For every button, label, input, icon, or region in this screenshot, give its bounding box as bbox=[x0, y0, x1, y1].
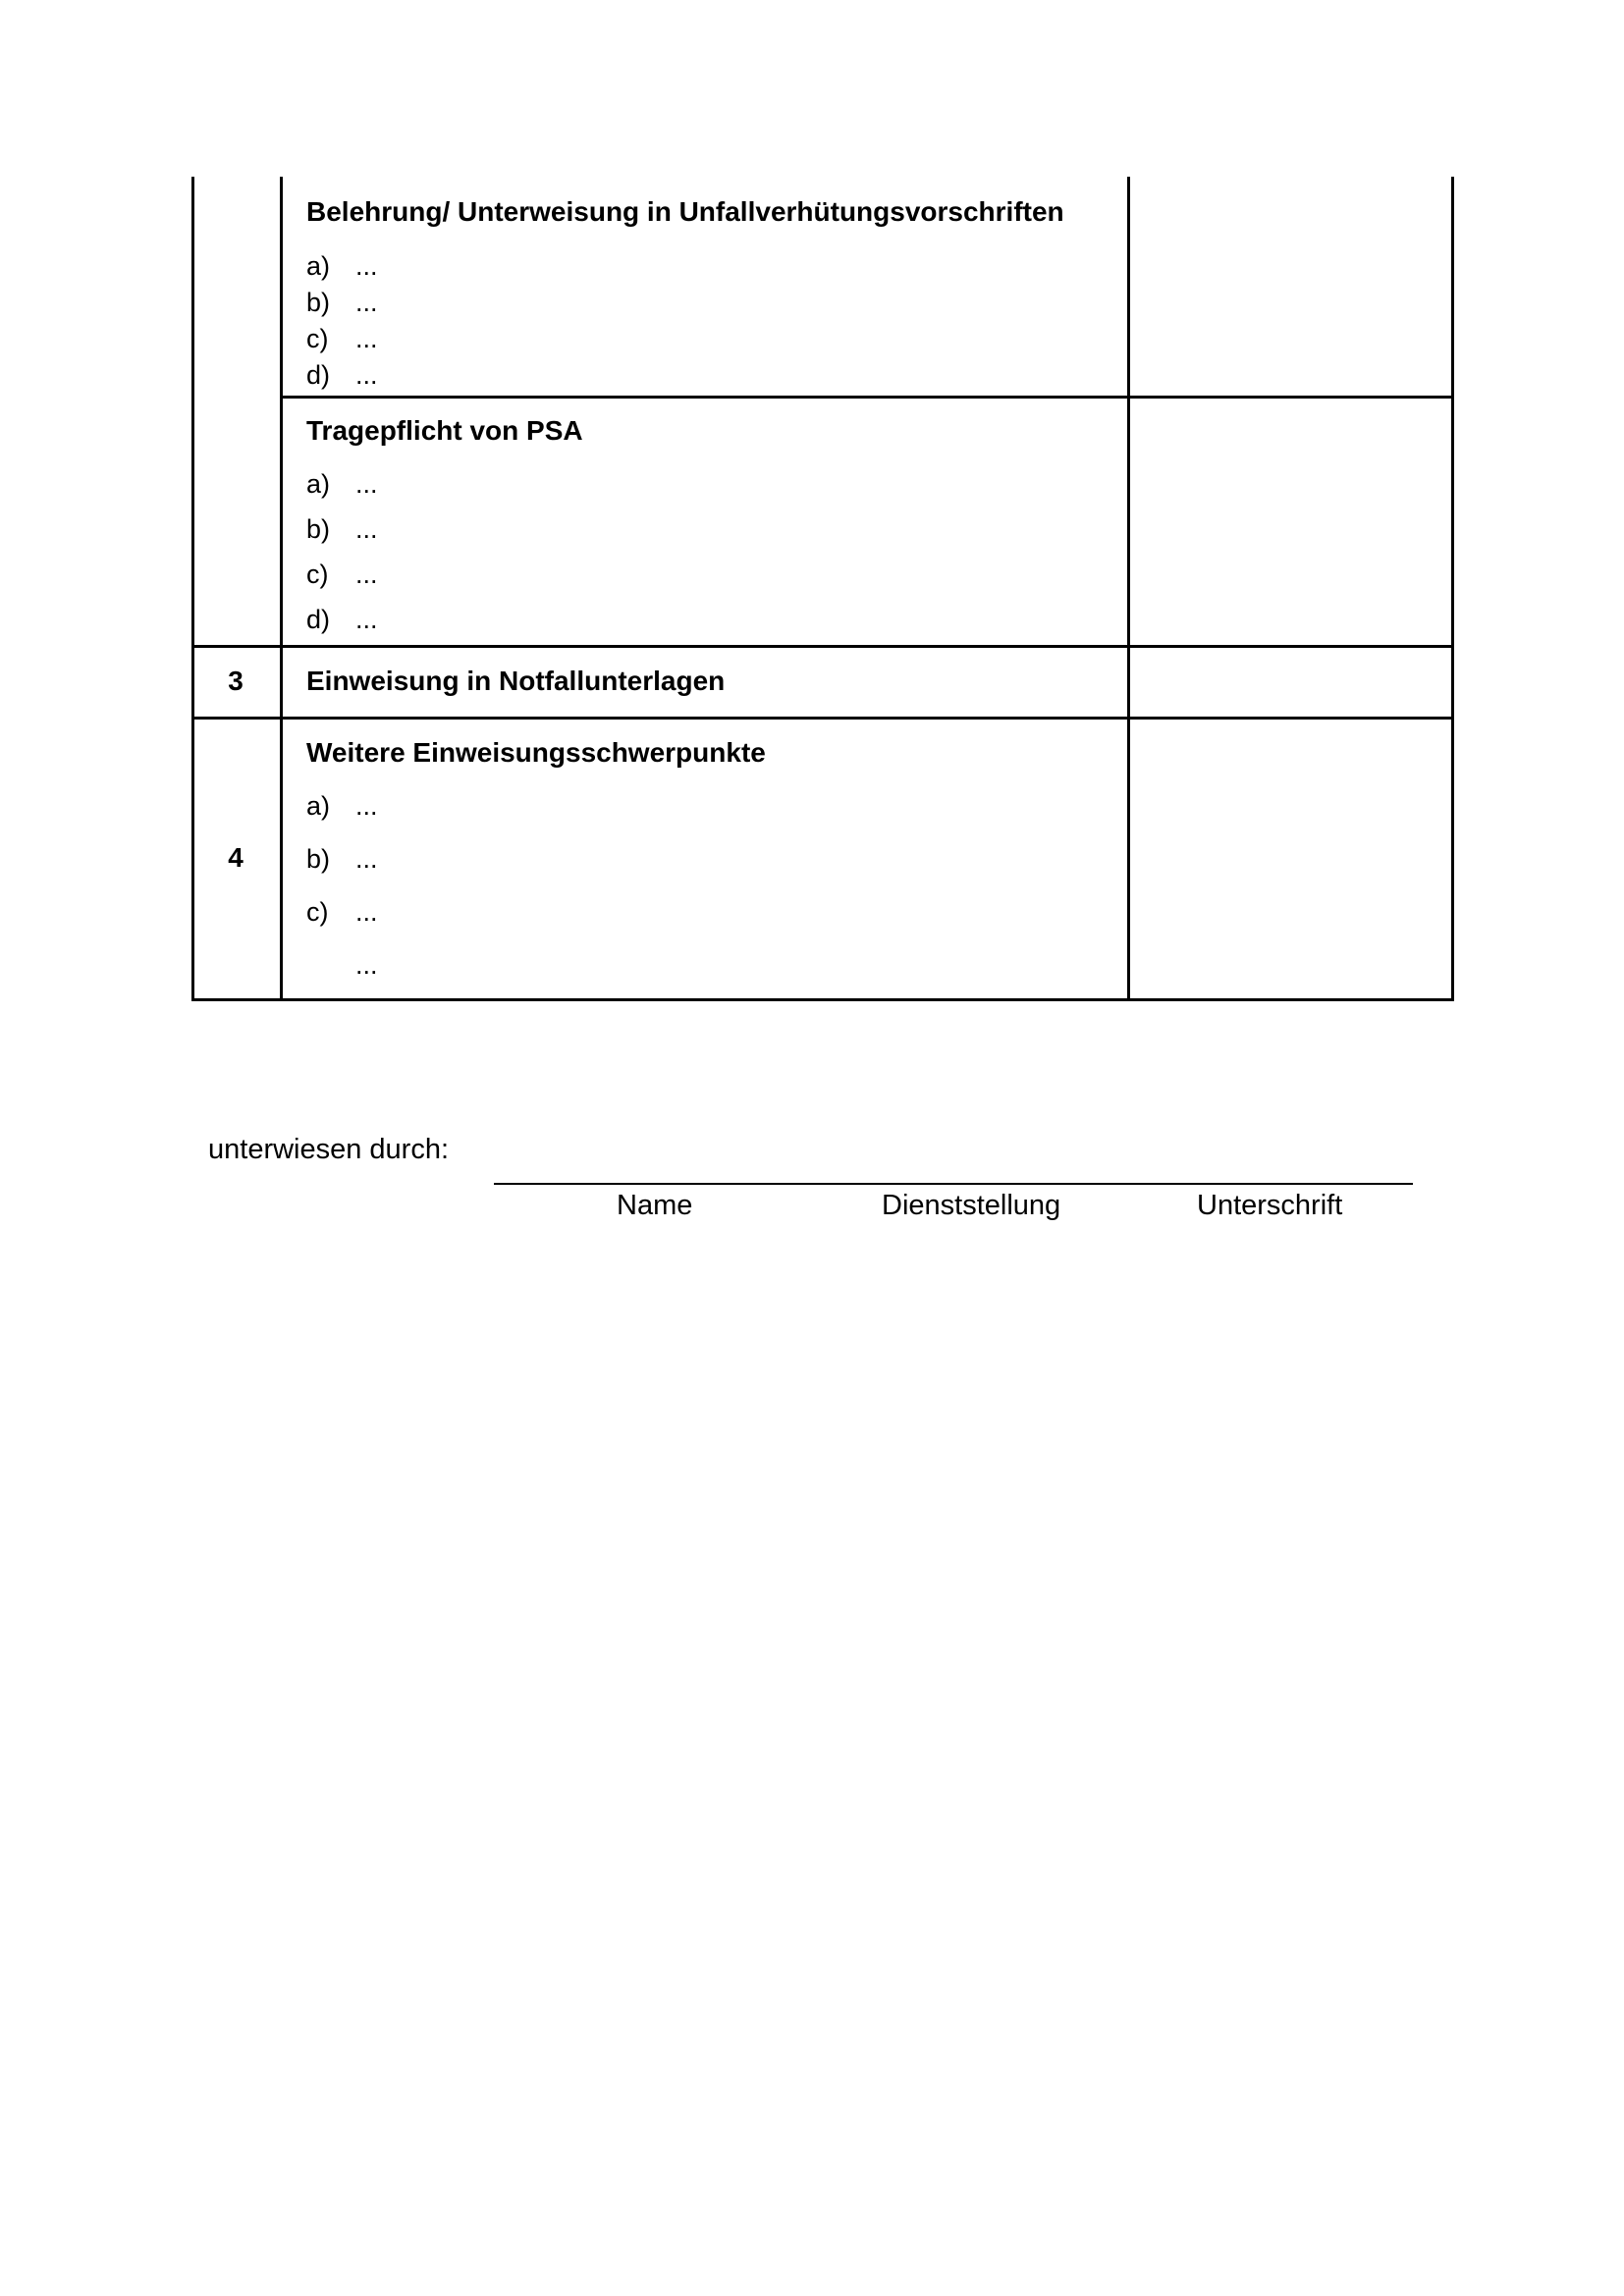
list-item: a) ... bbox=[306, 791, 378, 821]
notfall-heading: Einweisung in Notfallunterlagen bbox=[306, 666, 726, 696]
list-item: b) ... bbox=[306, 288, 378, 317]
instruction-table bbox=[191, 177, 1454, 1001]
list-item: b) ... bbox=[306, 844, 378, 874]
weitere-heading: Weitere Einweisungsschwerpunkte bbox=[306, 737, 766, 768]
signature-caption-position: Dienststellung bbox=[882, 1190, 1061, 1221]
psa-heading: Tragepflicht von PSA bbox=[306, 415, 583, 446]
signature-caption-signature: Unterschrift bbox=[1197, 1190, 1343, 1221]
row-divider-3 bbox=[191, 645, 1454, 648]
row-divider-psa bbox=[280, 396, 1454, 399]
list-item: b) ... bbox=[306, 514, 378, 544]
table-border-left bbox=[191, 177, 194, 1001]
table-border-right bbox=[1451, 177, 1454, 1001]
table-border-bottom bbox=[191, 998, 1454, 1001]
list-item: a) ... bbox=[306, 251, 378, 281]
list-item: c) ... bbox=[306, 324, 378, 353]
signature-line bbox=[494, 1183, 1413, 1185]
table-divider-number bbox=[280, 177, 283, 1001]
list-item: a) ... bbox=[306, 469, 378, 499]
signature-caption-name: Name bbox=[617, 1190, 693, 1221]
signature-label: unterwiesen durch: bbox=[208, 1134, 450, 1165]
row-number-3: 3 bbox=[228, 666, 244, 696]
table-divider-notes bbox=[1127, 177, 1130, 1001]
list-item: c) ... bbox=[306, 560, 378, 589]
list-item: ... bbox=[355, 950, 378, 980]
belehrung-heading: Belehrung/ Unterweisung in Unfallverhütungsvorschriften bbox=[306, 196, 1064, 227]
list-item: c) ... bbox=[306, 897, 378, 927]
row-divider-4 bbox=[191, 717, 1454, 720]
list-item: d) ... bbox=[306, 360, 378, 390]
list-item: d) ... bbox=[306, 605, 378, 634]
row-number-4: 4 bbox=[228, 842, 244, 873]
